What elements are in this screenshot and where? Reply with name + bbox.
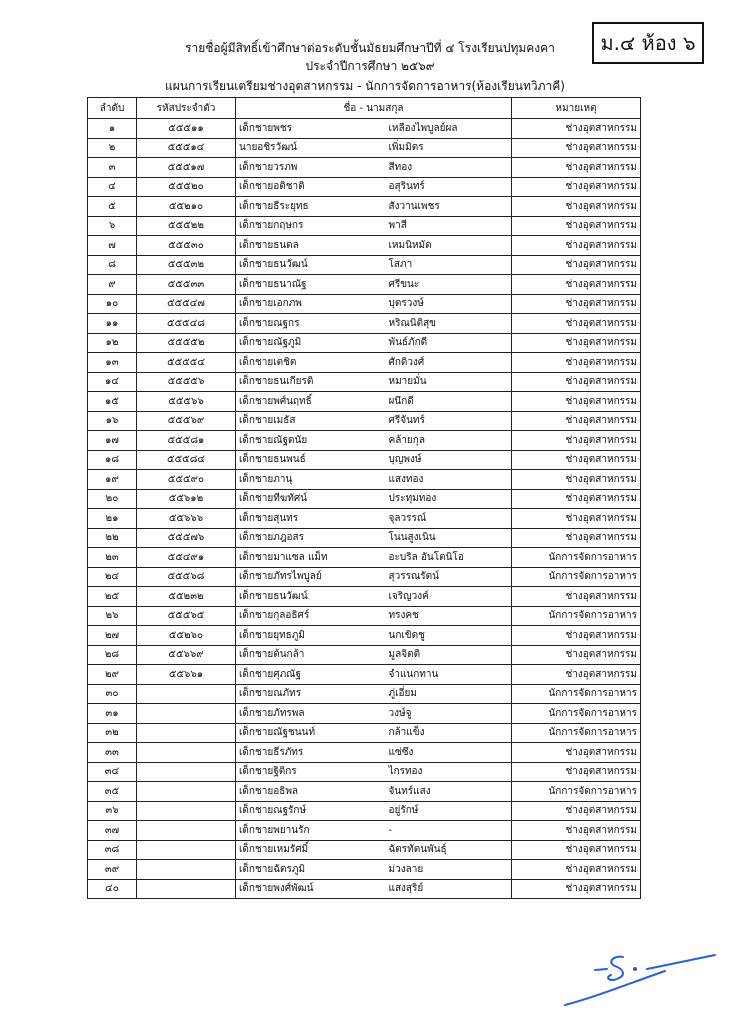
row-first-name: เด็กชายธนดล — [236, 236, 386, 256]
row-order: ๑๐ — [88, 294, 137, 314]
row-order: ๑๖ — [88, 411, 137, 431]
row-first-name: เด็กชายณัฐชนนท์ — [236, 723, 386, 743]
row-order: ๒๙ — [88, 665, 137, 685]
row-first-name: เด็กชายธนพนธ์ — [236, 450, 386, 470]
row-remark: ช่างอุตสาหกรรม — [512, 528, 641, 548]
row-student-id — [137, 860, 236, 880]
row-surname: จำแนกทาน — [386, 665, 512, 685]
row-student-id: ๕๕๒๑๐ — [137, 197, 236, 217]
row-first-name: เด็กชายพงศ์พัฒน์ — [236, 879, 386, 899]
row-remark: ช่างอุตสาหกรรม — [512, 587, 641, 607]
row-remark: ช่างอุตสาหกรรม — [512, 762, 641, 782]
row-student-id: ๕๕๕๖๘ — [137, 567, 236, 587]
row-first-name: เด็กชายยุทธภูมิ — [236, 626, 386, 646]
col-header-full-name: ชื่อ - นามสกุล — [236, 98, 512, 119]
row-order: ๑๕ — [88, 392, 137, 412]
row-surname: หริณนิติสุข — [386, 314, 512, 334]
row-first-name: เด็กชายพยานรัก — [236, 821, 386, 841]
row-first-name: เด็กชายณัฐภูมิ — [236, 333, 386, 353]
table-row — [88, 333, 641, 353]
row-surname: โนนสูงเนิน — [386, 528, 512, 548]
row-first-name: เด็กชายเอกภพ — [236, 294, 386, 314]
row-surname: บุญพงษ์ — [386, 450, 512, 470]
table-header-row — [88, 98, 641, 119]
row-first-name: เด็กชายเหมรัศมิ์ — [236, 840, 386, 860]
row-first-name: เด็กชายมาแซล แม็ท — [236, 548, 386, 568]
row-remark: ช่างอุตสาหกรรม — [512, 821, 641, 841]
table-row — [88, 567, 641, 587]
row-surname: อะบริล อันโตนิโอ — [386, 548, 512, 568]
row-remark: นักการจัดการอาหาร — [512, 548, 641, 568]
row-surname: ศรีขนะ — [386, 275, 512, 295]
row-surname: พันธ์ภักดี — [386, 333, 512, 353]
signature-mark — [555, 935, 725, 1010]
row-student-id: ๕๕๕๔๗ — [137, 294, 236, 314]
row-order: ๓ — [88, 158, 137, 178]
row-order: ๑๔ — [88, 372, 137, 392]
row-surname: ฉัตรทัตนพันธุ์ — [386, 840, 512, 860]
table-row — [88, 392, 641, 412]
row-first-name: เด็กชายธนาณัฐ — [236, 275, 386, 295]
table-row — [88, 411, 641, 431]
table-row — [88, 275, 641, 295]
row-surname: เหมนิหมัด — [386, 236, 512, 256]
row-first-name: เด็กชายพศ์นฤทธิ์ — [236, 392, 386, 412]
row-student-id: ๕๕๕๖๕ — [137, 606, 236, 626]
row-remark: ช่างอุตสาหกรรม — [512, 197, 641, 217]
row-surname: หมายมั่น — [386, 372, 512, 392]
row-student-id — [137, 743, 236, 763]
row-student-id: ๕๕๕๓๓ — [137, 275, 236, 295]
row-remark: นักการจัดการอาหาร — [512, 684, 641, 704]
row-remark: ช่างอุตสาหกรรม — [512, 275, 641, 295]
row-surname: แสงสุริย์ — [386, 879, 512, 899]
row-surname: เหลืองไพบูลย์ผล — [386, 119, 512, 139]
row-remark: ช่างอุตสาหกรรม — [512, 801, 641, 821]
row-remark: ช่างอุตสาหกรรม — [512, 158, 641, 178]
row-student-id — [137, 840, 236, 860]
row-first-name: เด็กชายณฐรักษ์ — [236, 801, 386, 821]
row-remark: ช่างอุตสาหกรรม — [512, 372, 641, 392]
table-row — [88, 762, 641, 782]
row-remark: ช่างอุตสาหกรรม — [512, 645, 641, 665]
row-remark: ช่างอุตสาหกรรม — [512, 392, 641, 412]
row-remark: ช่างอุตสาหกรรม — [512, 470, 641, 490]
row-remark: ช่างอุตสาหกรรม — [512, 353, 641, 373]
row-surname: ศรีจันทร์ — [386, 411, 512, 431]
col-header-student-id: รหัสประจำตัว — [137, 98, 236, 119]
table-row — [88, 879, 641, 899]
row-first-name: เด็กชายสุนทร — [236, 509, 386, 529]
row-remark: นักการจัดการอาหาร — [512, 567, 641, 587]
row-first-name: เด็กชายทีฆทัศน์ — [236, 489, 386, 509]
study-program: แผนการเรียนเตรียมช่างอุตสาหกรรม - นักการจัดการอาหาร(ห้องเรียนทวิภาคี) — [165, 79, 565, 93]
table-row — [88, 743, 641, 763]
row-first-name: เด็กชายวรภพ — [236, 158, 386, 178]
row-remark: ช่างอุตสาหกรรม — [512, 236, 641, 256]
row-surname: ไกรทอง — [386, 762, 512, 782]
row-first-name: เด็กชายกุลอธิศร์ — [236, 606, 386, 626]
row-first-name: เด็กชายฉัตรภูมิ — [236, 860, 386, 880]
row-remark: ช่างอุตสาหกรรม — [512, 177, 641, 197]
row-order: ๓๐ — [88, 684, 137, 704]
row-first-name: เด็กชายกฤษกร — [236, 216, 386, 236]
row-surname: เจริญวงค์ — [386, 587, 512, 607]
table-row — [88, 723, 641, 743]
row-order: ๓๙ — [88, 860, 137, 880]
table-row — [88, 860, 641, 880]
row-student-id: ๕๕๕๔๘ — [137, 314, 236, 334]
table-row — [88, 587, 641, 607]
row-student-id: ๕๕๖๑๒ — [137, 489, 236, 509]
row-first-name: เด็กชายต้นกล้า — [236, 645, 386, 665]
row-surname: ม่วงลาย — [386, 860, 512, 880]
row-order: ๓๖ — [88, 801, 137, 821]
row-order: ๑๓ — [88, 353, 137, 373]
table-row — [88, 509, 641, 529]
row-student-id: ๕๕๕๖๖ — [137, 392, 236, 412]
table-row — [88, 782, 641, 802]
row-surname: ศักดิวงศ์ — [386, 353, 512, 373]
row-student-id: ๕๕๖๖๙ — [137, 645, 236, 665]
row-order: ๑ — [88, 119, 137, 139]
row-student-id: ๕๕๕๒๐ — [137, 177, 236, 197]
row-remark: ช่างอุตสาหกรรม — [512, 119, 641, 139]
student-roster-table — [87, 97, 641, 899]
row-first-name: เด็กชายอติชาติ — [236, 177, 386, 197]
row-order: ๘ — [88, 255, 137, 275]
row-remark: นักการจัดการอาหาร — [512, 782, 641, 802]
row-student-id — [137, 821, 236, 841]
row-student-id: ๕๕๕๕๒ — [137, 333, 236, 353]
table-row — [88, 177, 641, 197]
row-order: ๓๕ — [88, 782, 137, 802]
row-order: ๓๑ — [88, 704, 137, 724]
table-row — [88, 840, 641, 860]
row-surname: บุตรวงษ์ — [386, 294, 512, 314]
row-remark: ช่างอุตสาหกรรม — [512, 314, 641, 334]
row-surname: กล้าแข็ง — [386, 723, 512, 743]
table-row — [88, 704, 641, 724]
room-badge: ม.๔ ห้อง ๖ — [592, 22, 704, 64]
row-student-id: ๕๕๕๓๐ — [137, 236, 236, 256]
row-surname: คล้ายกุล — [386, 431, 512, 451]
row-remark: นักการจัดการอาหาร — [512, 704, 641, 724]
row-order: ๓๒ — [88, 723, 137, 743]
table-row — [88, 606, 641, 626]
row-surname: มูลจิตติ — [386, 645, 512, 665]
row-remark: ช่างอุตสาหกรรม — [512, 431, 641, 451]
row-remark: ช่างอุตสาหกรรม — [512, 840, 641, 860]
row-first-name: เด็กชายธนวัฒน์ — [236, 255, 386, 275]
document-title: รายชื่อผู้มีสิทธิ์เข้าศึกษาต่อระดับชั้นมัธยมศึกษาปีที่ ๔ โรงเรียนปทุมคงคา — [185, 41, 555, 55]
row-student-id: ๕๕๕๕๖ — [137, 372, 236, 392]
roster-body — [88, 119, 641, 899]
row-order: ๓๗ — [88, 821, 137, 841]
row-surname: เพิ่มมิตร — [386, 138, 512, 158]
row-surname: แซ่ซึง — [386, 743, 512, 763]
row-student-id: ๕๕๔๙๑ — [137, 548, 236, 568]
col-header-order: ลำดับ — [88, 98, 137, 119]
row-surname: สีทอง — [386, 158, 512, 178]
row-surname: สุวรรณรัตน์ — [386, 567, 512, 587]
row-remark: ช่างอุตสาหกรรม — [512, 665, 641, 685]
row-order: ๖ — [88, 216, 137, 236]
row-first-name: เด็กชายเตชิต — [236, 353, 386, 373]
row-surname: ภู่เอี่ยม — [386, 684, 512, 704]
row-order: ๔ — [88, 177, 137, 197]
row-order: ๒ — [88, 138, 137, 158]
row-student-id — [137, 762, 236, 782]
academic-year: ประจำปีการศึกษา ๒๕๖๙ — [305, 59, 435, 73]
row-order: ๑๑ — [88, 314, 137, 334]
row-order: ๒๖ — [88, 606, 137, 626]
row-surname: พาสี — [386, 216, 512, 236]
row-first-name: เด็กชายภัทรพล — [236, 704, 386, 724]
row-student-id: ๕๕๕๕๔ — [137, 353, 236, 373]
row-remark: ช่างอุตสาหกรรม — [512, 743, 641, 763]
row-student-id — [137, 801, 236, 821]
row-remark: ช่างอุตสาหกรรม — [512, 860, 641, 880]
row-order: ๕ — [88, 197, 137, 217]
row-remark: ช่างอุตสาหกรรม — [512, 138, 641, 158]
row-order: ๑๗ — [88, 431, 137, 451]
table-row — [88, 236, 641, 256]
row-remark: ช่างอุตสาหกรรม — [512, 509, 641, 529]
row-remark: ช่างอุตสาหกรรม — [512, 489, 641, 509]
row-remark: นักการจัดการอาหาร — [512, 723, 641, 743]
row-student-id: ๕๕๕๓๒ — [137, 255, 236, 275]
row-remark: ช่างอุตสาหกรรม — [512, 216, 641, 236]
row-surname: ผนึกดี — [386, 392, 512, 412]
row-first-name: เด็กชายภานุ — [236, 470, 386, 490]
row-order: ๒๕ — [88, 587, 137, 607]
row-first-name: เด็กชายภฎอสร — [236, 528, 386, 548]
row-order: ๒๘ — [88, 645, 137, 665]
row-order: ๒๒ — [88, 528, 137, 548]
table-row — [88, 255, 641, 275]
row-student-id: ๕๕๕๑๔ — [137, 138, 236, 158]
row-student-id: ๕๕๕๑๑ — [137, 119, 236, 139]
row-surname: ประทุมทอง — [386, 489, 512, 509]
row-surname: วงษ์จู — [386, 704, 512, 724]
row-order: ๔๐ — [88, 879, 137, 899]
row-student-id — [137, 704, 236, 724]
row-surname: แสงทอง — [386, 470, 512, 490]
row-student-id: ๕๕๒๖๐ — [137, 626, 236, 646]
table-row — [88, 353, 641, 373]
row-first-name: เด็กชายณภัทร — [236, 684, 386, 704]
table-row — [88, 626, 641, 646]
row-surname: อยู่รักษ์ — [386, 801, 512, 821]
table-row — [88, 528, 641, 548]
row-first-name: เด็กชายฐิติกร — [236, 762, 386, 782]
table-row — [88, 684, 641, 704]
row-first-name: เด็กชายศุภณัฐ — [236, 665, 386, 685]
table-row — [88, 197, 641, 217]
row-student-id: ๕๕๕๒๒ — [137, 216, 236, 236]
row-student-id: ๕๕๕๑๗ — [137, 158, 236, 178]
row-student-id — [137, 782, 236, 802]
table-row — [88, 470, 641, 490]
row-student-id: ๕๕๕๙๐ — [137, 470, 236, 490]
row-order: ๒๓ — [88, 548, 137, 568]
table-row — [88, 665, 641, 685]
row-order: ๓๓ — [88, 743, 137, 763]
row-order: ๒๑ — [88, 509, 137, 529]
row-first-name: เด็กชายพชร — [236, 119, 386, 139]
row-order: ๙ — [88, 275, 137, 295]
table-row — [88, 548, 641, 568]
row-student-id: ๕๕๕๖๙ — [137, 411, 236, 431]
row-order: ๒๐ — [88, 489, 137, 509]
row-remark: ช่างอุตสาหกรรม — [512, 450, 641, 470]
table-row — [88, 450, 641, 470]
row-order: ๓๔ — [88, 762, 137, 782]
row-student-id: ๕๕๒๓๒ — [137, 587, 236, 607]
row-order: ๒๔ — [88, 567, 137, 587]
table-row — [88, 119, 641, 139]
row-first-name: เด็กชายเมธัส — [236, 411, 386, 431]
row-order: ๒๗ — [88, 626, 137, 646]
row-first-name: เด็กชายณัฐดนัย — [236, 431, 386, 451]
row-order: ๑๙ — [88, 470, 137, 490]
col-header-remark: หมายเหตุ — [512, 98, 641, 119]
row-remark: ช่างอุตสาหกรรม — [512, 411, 641, 431]
row-first-name: เด็กชายธีรภัทร — [236, 743, 386, 763]
table-row — [88, 314, 641, 334]
table-row — [88, 431, 641, 451]
row-first-name: เด็กชายภัทรไพบูลย์ — [236, 567, 386, 587]
row-first-name: เด็กชายธนเกียรติ — [236, 372, 386, 392]
row-order: ๑๘ — [88, 450, 137, 470]
table-row — [88, 158, 641, 178]
row-first-name: นายอชิรวัฒน์ — [236, 138, 386, 158]
row-remark: ช่างอุตสาหกรรม — [512, 626, 641, 646]
table-row — [88, 645, 641, 665]
table-row — [88, 801, 641, 821]
row-surname: นกเขิดชู — [386, 626, 512, 646]
row-remark: ช่างอุตสาหกรรม — [512, 294, 641, 314]
table-row — [88, 372, 641, 392]
row-surname: สังวานเพชร — [386, 197, 512, 217]
row-surname: ทรงคช — [386, 606, 512, 626]
row-first-name: เด็กชายณฐกร — [236, 314, 386, 334]
table-row — [88, 821, 641, 841]
row-first-name: เด็กชายธนวัฒน์ — [236, 587, 386, 607]
row-surname: โสภา — [386, 255, 512, 275]
row-first-name: เด็กชายอธิพล — [236, 782, 386, 802]
row-surname: จันทร์แสง — [386, 782, 512, 802]
table-row — [88, 489, 641, 509]
row-order: ๓๘ — [88, 840, 137, 860]
row-order: ๗ — [88, 236, 137, 256]
row-remark: นักการจัดการอาหาร — [512, 606, 641, 626]
row-student-id: ๕๕๖๖๖ — [137, 509, 236, 529]
row-student-id: ๕๕๖๖๑ — [137, 665, 236, 685]
table-row — [88, 216, 641, 236]
row-student-id — [137, 879, 236, 899]
row-order: ๑๒ — [88, 333, 137, 353]
row-remark: ช่างอุตสาหกรรม — [512, 333, 641, 353]
table-row — [88, 138, 641, 158]
row-surname: อสุรินทร์ — [386, 177, 512, 197]
row-first-name: เด็กชายธีระยุทธ — [236, 197, 386, 217]
row-surname: จุลวรรณ์ — [386, 509, 512, 529]
row-student-id: ๕๕๕๗๖ — [137, 528, 236, 548]
row-student-id: ๕๕๕๘๑ — [137, 431, 236, 451]
row-remark: ช่างอุตสาหกรรม — [512, 255, 641, 275]
row-student-id: ๕๕๕๘๔ — [137, 450, 236, 470]
row-surname: - — [386, 821, 512, 841]
row-student-id — [137, 684, 236, 704]
table-row — [88, 294, 641, 314]
row-student-id — [137, 723, 236, 743]
row-remark: ช่างอุตสาหกรรม — [512, 879, 641, 899]
